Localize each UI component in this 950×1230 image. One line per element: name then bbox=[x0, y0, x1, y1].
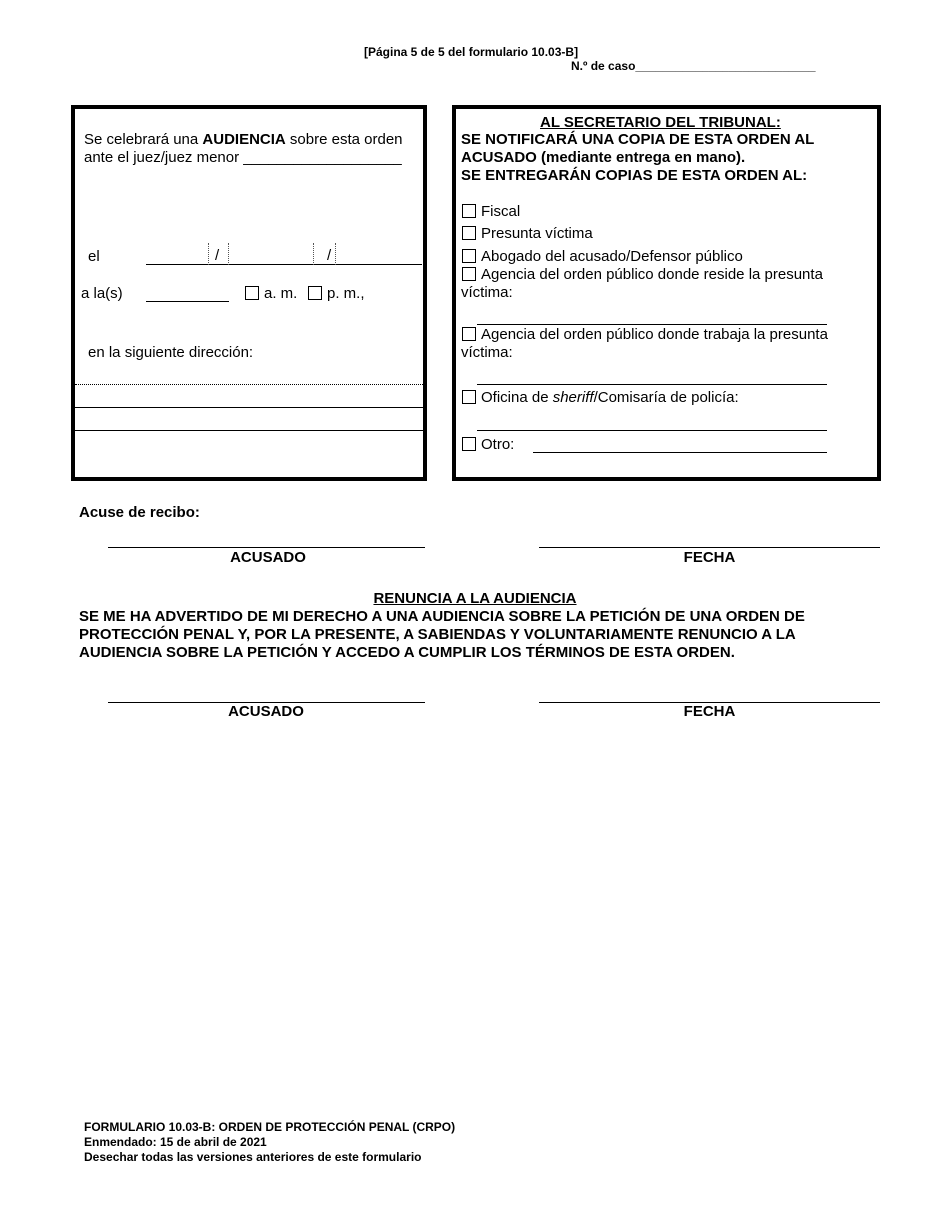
victima-label: Presunta víctima bbox=[481, 225, 593, 242]
waiver-title: RENUNCIA A LA AUDIENCIA bbox=[373, 590, 577, 607]
oficina-field[interactable] bbox=[477, 430, 827, 431]
am-option[interactable] bbox=[245, 285, 297, 303]
am-label: a. m. bbox=[264, 285, 298, 302]
address-line-1[interactable] bbox=[75, 384, 423, 385]
pm-option[interactable] bbox=[308, 285, 365, 303]
case-number-label: N.º de caso bbox=[571, 59, 636, 73]
waiver-line-1: SE ME HA ADVERTIDO DE MI DERECHO A UNA AUDIENCIA SOBRE LA PETICIÓN DE UNA ORDEN DE bbox=[79, 608, 805, 625]
clerk-notice-3: SE ENTREGARÁN COPIAS DE ESTA ORDEN AL: bbox=[461, 167, 808, 184]
option-agencia-trabaja[interactable] bbox=[462, 326, 828, 344]
fiscal-label: Fiscal bbox=[481, 203, 521, 220]
otro-checkbox[interactable] bbox=[462, 437, 476, 451]
page-reference: [Página 5 de 5 del formulario 10.03-B] bbox=[364, 45, 579, 59]
footer-form-name: FORMULARIO 10.03-B: ORDEN DE PROTECCIÓN PENAL (CRPO) bbox=[84, 1120, 456, 1134]
date-divider bbox=[313, 243, 314, 265]
ack-date-label: FECHA bbox=[683, 549, 736, 566]
address-line-2[interactable] bbox=[75, 407, 423, 408]
time-field[interactable] bbox=[146, 301, 229, 302]
case-number-field[interactable]: ___________________________ bbox=[635, 59, 816, 73]
address-label: en la siguiente dirección: bbox=[88, 344, 254, 361]
agencia-reside-checkbox[interactable] bbox=[462, 267, 476, 281]
case-number bbox=[571, 59, 816, 73]
oficina-label-post: /Comisaría de policía: bbox=[593, 389, 739, 406]
address-line-3[interactable] bbox=[75, 430, 423, 431]
option-fiscal[interactable] bbox=[462, 203, 520, 221]
agencia-reside-label-cont: víctima: bbox=[461, 284, 513, 301]
option-abogado[interactable] bbox=[462, 248, 743, 266]
clerk-notice-2: ACUSADO (mediante entrega en mano). bbox=[461, 149, 746, 166]
oficina-label-italic: sheriff bbox=[552, 389, 594, 406]
waiver-line-2: PROTECCIÓN PENAL Y, POR LA PRESENTE, A SABIENDAS Y VOLUNTARIAMENTE RENUNCIO A LA bbox=[79, 626, 796, 643]
hearing-text-bold: AUDIENCIA bbox=[202, 131, 286, 148]
oficina-label-pre: Oficina de bbox=[481, 389, 553, 406]
option-oficina[interactable] bbox=[462, 389, 739, 407]
waiver-line-3: AUDIENCIA SOBRE LA PETICIÓN Y ACCEDO A CUMPLIR LOS TÉRMINOS DE ESTA ORDEN. bbox=[79, 644, 735, 661]
fiscal-checkbox[interactable] bbox=[462, 204, 476, 218]
footer-amended: Enmendado: 15 de abril de 2021 bbox=[84, 1135, 267, 1149]
ack-accused-label: ACUSADO bbox=[230, 549, 306, 566]
time-label: a la(s) bbox=[81, 285, 123, 302]
abogado-checkbox[interactable] bbox=[462, 249, 476, 263]
agencia-reside-field[interactable] bbox=[477, 324, 827, 325]
ack-date-field[interactable] bbox=[539, 547, 880, 548]
waiver-date-label: FECHA bbox=[683, 703, 736, 720]
date-label: el bbox=[88, 248, 100, 265]
footer bbox=[84, 1120, 455, 1165]
footer-discard: Desechar todas las versiones anteriores de este formulario bbox=[84, 1150, 422, 1164]
option-otro[interactable] bbox=[462, 436, 514, 454]
date-divider bbox=[228, 243, 229, 265]
oficina-checkbox[interactable] bbox=[462, 390, 476, 404]
option-agencia-reside[interactable] bbox=[462, 266, 823, 284]
agencia-trabaja-label: Agencia del orden público donde trabaja la presunta bbox=[481, 326, 828, 343]
abogado-label: Abogado del acusado/Defensor público bbox=[481, 248, 743, 265]
am-checkbox[interactable] bbox=[245, 286, 259, 300]
clerk-title: AL SECRETARIO DEL TRIBUNAL: bbox=[540, 114, 781, 131]
ack-accused-signature[interactable] bbox=[108, 547, 425, 548]
date-divider bbox=[208, 243, 209, 265]
agencia-reside-label: Agencia del orden público donde reside la presunta bbox=[481, 266, 823, 283]
pm-checkbox[interactable] bbox=[308, 286, 322, 300]
otro-label: Otro: bbox=[481, 436, 515, 453]
otro-field[interactable] bbox=[533, 452, 827, 453]
clerk-notice-1: SE NOTIFICARÁ UNA COPIA DE ESTA ORDEN AL bbox=[461, 131, 815, 148]
hearing-statement bbox=[84, 131, 424, 149]
agencia-trabaja-checkbox[interactable] bbox=[462, 327, 476, 341]
date-divider bbox=[335, 243, 336, 265]
hearing-text-pre: Se celebrará una bbox=[84, 131, 203, 148]
date-field[interactable] bbox=[146, 264, 422, 265]
option-victima[interactable] bbox=[462, 225, 593, 243]
date-separator-1: / bbox=[215, 247, 220, 264]
agencia-trabaja-label-cont: víctima: bbox=[461, 344, 513, 361]
date-separator-2: / bbox=[327, 247, 332, 264]
pm-label: p. m., bbox=[327, 285, 365, 302]
acknowledgment-label: Acuse de recibo: bbox=[79, 504, 200, 521]
agencia-trabaja-field[interactable] bbox=[477, 384, 827, 385]
hearing-text-post: sobre esta orden bbox=[285, 131, 403, 148]
victima-checkbox[interactable] bbox=[462, 226, 476, 240]
waiver-accused-label: ACUSADO bbox=[228, 703, 304, 720]
judge-field[interactable]: ante el juez/juez menor ___________________ bbox=[84, 149, 402, 166]
